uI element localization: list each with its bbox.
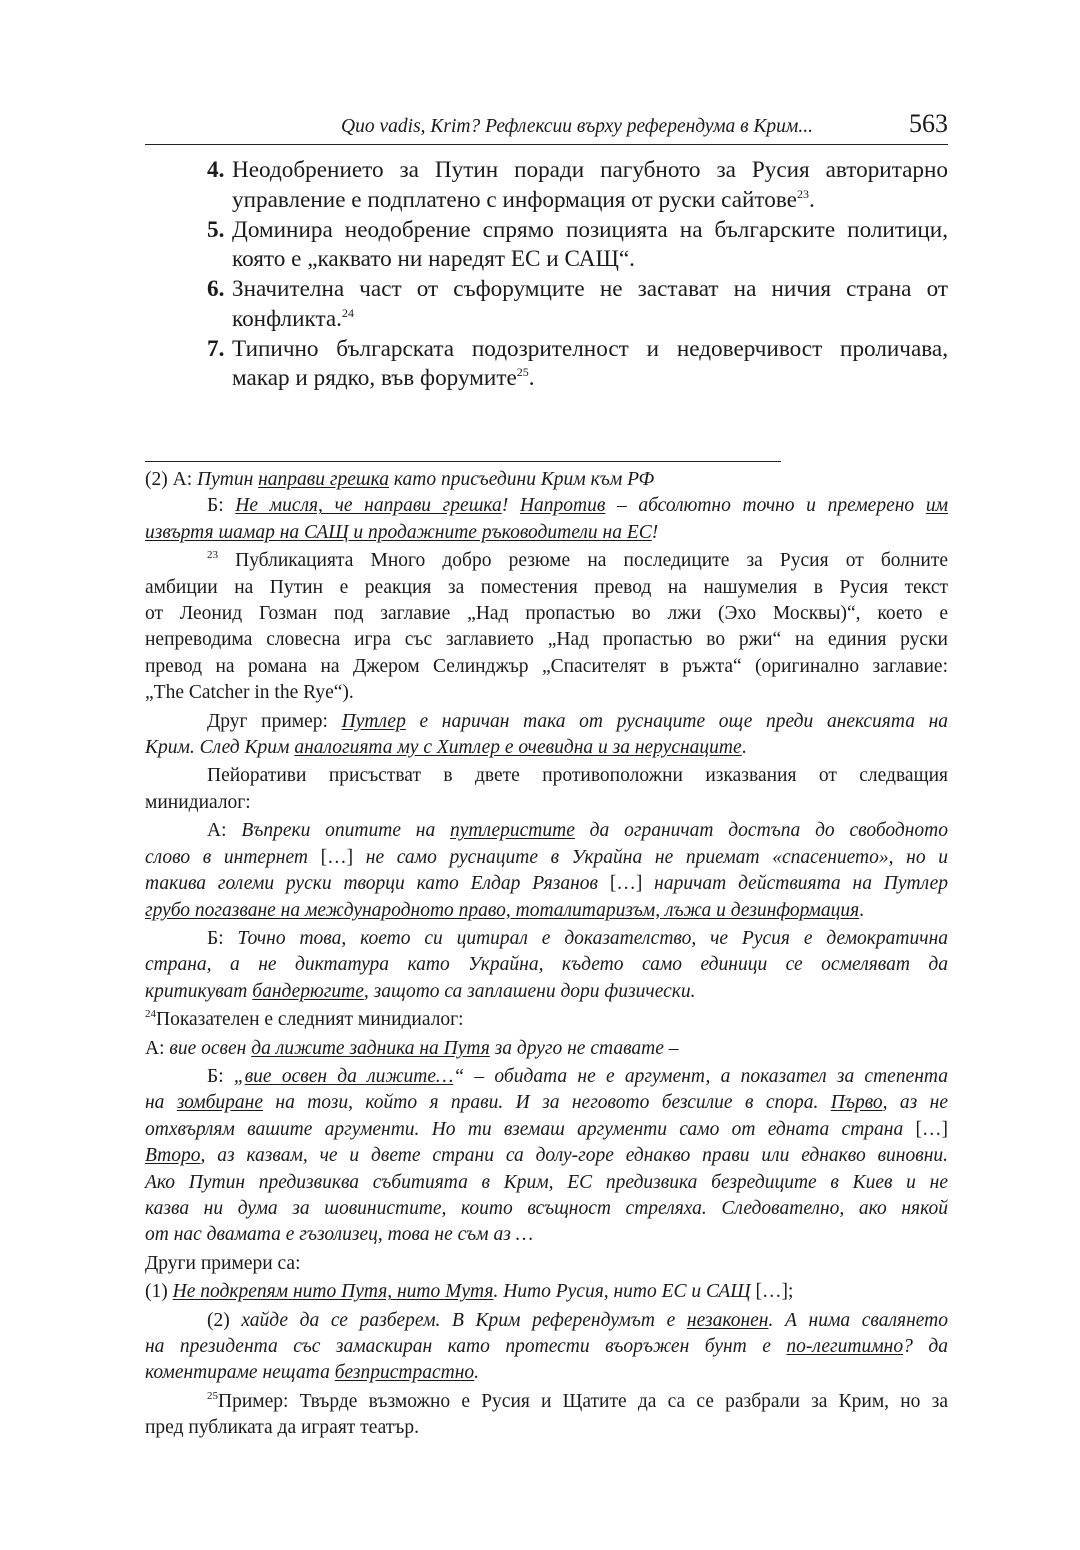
- footnote-ref[interactable]: 24: [341, 305, 354, 320]
- conclusions-list: [207, 156, 948, 394]
- dialogue-line-a: (2) А: Путин направи грешка като присъедини Крим към РФ: [145, 469, 655, 490]
- list-item-line: управление е подплатено с информация от руски сайтове$^{23}$.: [232, 186, 815, 213]
- dialogue-line-b: Б: „вие освен да лижите…“ – обидата не е аргумент, а показател за степента на зомбиране на този, който я прави. И за неговото безсилие в спора. Първо, аз не отхвърлям вашите аргументи. Но ти вземаш аргументи само от едната страна […] Второ, аз казвам, че и двете страни са долу-горе еднакво прави или еднакво виновни. Ако Путин предизвиква събитията в Крим, ЕС предизвика безредиците в Киев и не казва ни дума за шовинистите, които всъщност стреляха. Следователно, ако някой от нас двамата е гъзолизец, това не съм аз …: [145, 1065, 948, 1246]
- footnote-24: $^{24}$Показателен е следният минидиалог:: [145, 1008, 464, 1031]
- footnote-number: 25: [207, 1389, 218, 1402]
- dialogue-line-b: Б: Не мисля, че направи грешка! Напротив – абсолютно точно и премерено им извъртя шамар на САЩ и продажните ръководители на ЕС!: [145, 495, 949, 543]
- list-item-number: 5.: [207, 216, 225, 243]
- footnote-ref[interactable]: 23: [796, 186, 809, 201]
- footnotes: [145, 467, 948, 1442]
- list-item: [207, 216, 948, 275]
- list-item-line: Доминира неодобрение спрямо позицията на българските политици,: [232, 216, 948, 243]
- example-2: (2) хайде да се разберем. В Крим референдумът е незаконен. А нима свалянето на президента със замаскиран като протести въоръжен бунт е по-легитимно? да коментираме нещата безпристрастно.: [145, 1309, 948, 1384]
- list-item-line: Неодобрението за Путин поради пагубното за Русия авторитарно: [232, 157, 948, 183]
- footnote-separator: [145, 461, 781, 462]
- page-header: [145, 108, 948, 145]
- page-number: 563: [909, 109, 948, 138]
- list-item-number: 6.: [207, 276, 225, 302]
- pejoratives-paragraph: Пейоративи присъстват в двете противоположни изказвания от следващия минидиалог:: [145, 765, 948, 813]
- list-item-number: 7.: [207, 335, 225, 362]
- example-1: (1) Не подкрепям нито Путя, нито Мутя. Нито Русия, нито ЕС и САЩ […];: [145, 1281, 794, 1303]
- footnote-number: 23: [207, 549, 218, 562]
- running-title: Quo vadis, Krim? Рефлексии върху референдума в Крим...: [341, 116, 813, 137]
- dialogue-line-b: Б: Точно това, което си цитирал е доказателство, че Русия е демократична страна, а не диктатура като Украйна, където само единици се осмеляват да критикуват бандерюгите, защото са заплашени дори физически.: [145, 927, 948, 1002]
- list-item: [207, 335, 948, 394]
- list-item-line: която е „каквато ни наредят ЕС и САЩ“.: [232, 246, 635, 272]
- dialogue-line-a: А: вие освен да лижите задника на Путя за друго не ставате –: [145, 1037, 679, 1059]
- list-item: [207, 275, 948, 334]
- list-item: [207, 156, 948, 215]
- list-item-number: 4.: [207, 157, 225, 183]
- footnote-number: 24: [145, 1008, 156, 1021]
- list-item-line: макар и рядко, във форумите$^{25}$.: [232, 365, 535, 391]
- dialogue-line-a: А: Въпреки опитите на путлеристите да ограничат достъпа до свободното слово в интернет […] не само руснаците в Украйна не приемат «спасението», но и такива големи руски творци като Елдар Рязанов […] наричат действията на Путлер грубо погазване на международното право, тоталитаризъм, лъжа и дезинформация.: [145, 820, 949, 921]
- list-item-line: Значителна част от съфорумците не застават на ничия страна от: [232, 276, 948, 302]
- example-paragraph: Друг пример: Путлер е наричан така от руснаците още преди анексията на Крим. След Крим аналогията му с Хитлер е очевидна и за неруснаците.: [145, 710, 949, 759]
- footnote-23: $^{23}$ Публикацията Много добро резюме на последиците за Русия от болните амбиции на Путин е реакция за поместения превод на нашумелия в Русия текст от Леонид Гозман под заглавие „Над пропастью во лжи (Эхо Москвы)“, което е непреводима словесна игра със заглавието „Над пропастью во ржи“ на единия руски превод на романа на Джером Селинджър „Спасителят в ръжта“ (оригинално заглавие: „The Catcher in the Rye“).: [145, 549, 949, 704]
- list-item-line: Типично българската подозрителност и недоверчивост проличава,: [232, 335, 948, 362]
- footnote-ref[interactable]: 25: [516, 365, 529, 379]
- list-item-line: конфликта.$^{24}$: [232, 305, 354, 332]
- footnote-25: $^{25}$Пример: Твърде възможно е Русия и Щатите да са се разбрали за Крим, но за пред публиката да играят театър.: [145, 1389, 948, 1439]
- other-examples-intro: Други примери са:: [145, 1252, 301, 1274]
